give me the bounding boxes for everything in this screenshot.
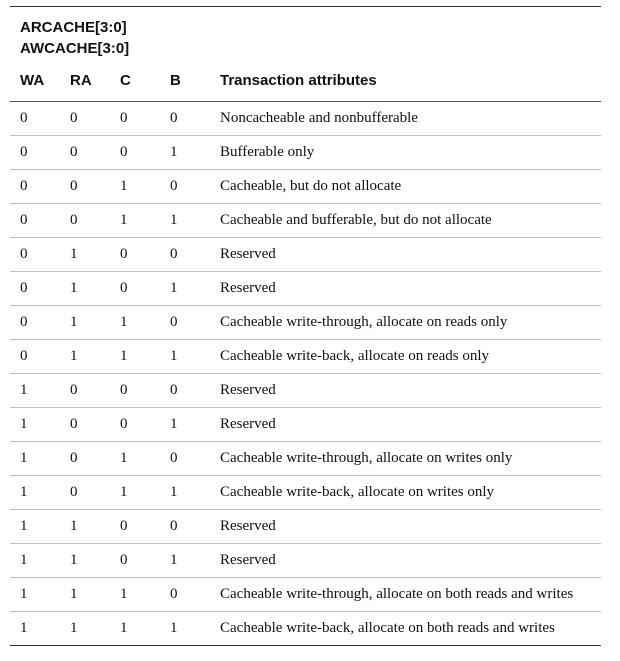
cell-transaction-attributes: Cacheable write-back, allocate on both reads and writes bbox=[210, 612, 601, 646]
cell-transaction-attributes: Cacheable write-through, allocate on writes only bbox=[210, 442, 601, 476]
table-header bbox=[10, 7, 601, 102]
cell-wa: 1 bbox=[10, 374, 60, 408]
cell-transaction-attributes: Bufferable only bbox=[210, 136, 601, 170]
cell-transaction-attributes: Reserved bbox=[210, 510, 601, 544]
table-row bbox=[10, 374, 601, 408]
cell-transaction-attributes: Cacheable and bufferable, but do not allocate bbox=[210, 204, 601, 238]
cell-ra: 0 bbox=[60, 170, 110, 204]
cell-c: 0 bbox=[110, 374, 160, 408]
cell-ra: 1 bbox=[60, 306, 110, 340]
cell-c: 0 bbox=[110, 408, 160, 442]
cell-b: 1 bbox=[160, 136, 210, 170]
table-row bbox=[10, 170, 601, 204]
cell-b: 1 bbox=[160, 476, 210, 510]
cell-transaction-attributes: Reserved bbox=[210, 374, 601, 408]
cell-b: 1 bbox=[160, 544, 210, 578]
cell-wa: 0 bbox=[10, 272, 60, 306]
cell-wa: 0 bbox=[10, 306, 60, 340]
cell-wa: 0 bbox=[10, 170, 60, 204]
cell-ra: 1 bbox=[60, 340, 110, 374]
cell-wa: 1 bbox=[10, 408, 60, 442]
col-header-transaction-attributes: Transaction attributes bbox=[210, 59, 601, 102]
table-row bbox=[10, 578, 601, 612]
signal-name-arcache: ARCACHE[3:0] bbox=[20, 19, 127, 36]
cell-transaction-attributes: Reserved bbox=[210, 408, 601, 442]
cell-c: 1 bbox=[110, 476, 160, 510]
cell-ra: 0 bbox=[60, 442, 110, 476]
table-row bbox=[10, 238, 601, 272]
table-row bbox=[10, 510, 601, 544]
cell-b: 1 bbox=[160, 612, 210, 646]
cache-attributes-table-wrap bbox=[10, 6, 601, 646]
cell-wa: 1 bbox=[10, 442, 60, 476]
cell-transaction-attributes: Cacheable write-through, allocate on reads only bbox=[210, 306, 601, 340]
cell-c: 0 bbox=[110, 544, 160, 578]
cell-c: 1 bbox=[110, 204, 160, 238]
cell-b: 0 bbox=[160, 306, 210, 340]
cell-c: 1 bbox=[110, 340, 160, 374]
table-row bbox=[10, 136, 601, 170]
table-row bbox=[10, 272, 601, 306]
cell-ra: 0 bbox=[60, 476, 110, 510]
cell-ra: 0 bbox=[60, 102, 110, 136]
cell-wa: 0 bbox=[10, 136, 60, 170]
cell-b: 0 bbox=[160, 510, 210, 544]
cell-b: 0 bbox=[160, 374, 210, 408]
col-header-wa: WA bbox=[10, 59, 60, 102]
cell-wa: 0 bbox=[10, 102, 60, 136]
cell-c: 1 bbox=[110, 612, 160, 646]
cell-c: 0 bbox=[110, 272, 160, 306]
cell-c: 0 bbox=[110, 102, 160, 136]
cell-b: 1 bbox=[160, 272, 210, 306]
cell-wa: 1 bbox=[10, 510, 60, 544]
cell-wa: 0 bbox=[10, 340, 60, 374]
col-header-c: C bbox=[110, 59, 160, 102]
cell-ra: 0 bbox=[60, 136, 110, 170]
cell-b: 0 bbox=[160, 578, 210, 612]
cell-wa: 0 bbox=[10, 204, 60, 238]
cell-ra: 1 bbox=[60, 612, 110, 646]
col-header-b: B bbox=[160, 59, 210, 102]
cell-transaction-attributes: Cacheable write-through, allocate on both reads and writes bbox=[210, 578, 601, 612]
signal-names-row bbox=[10, 7, 601, 60]
cell-ra: 1 bbox=[60, 272, 110, 306]
table-row bbox=[10, 612, 601, 646]
table-row bbox=[10, 204, 601, 238]
table-row bbox=[10, 340, 601, 374]
cell-ra: 0 bbox=[60, 374, 110, 408]
cell-ra: 1 bbox=[60, 238, 110, 272]
cell-transaction-attributes: Cacheable write-back, allocate on reads only bbox=[210, 340, 601, 374]
signal-names-cell bbox=[10, 7, 601, 60]
cell-c: 1 bbox=[110, 442, 160, 476]
cell-b: 1 bbox=[160, 408, 210, 442]
cell-wa: 1 bbox=[10, 612, 60, 646]
cell-ra: 0 bbox=[60, 408, 110, 442]
table-row bbox=[10, 442, 601, 476]
table-row bbox=[10, 476, 601, 510]
cell-wa: 0 bbox=[10, 238, 60, 272]
cell-wa: 1 bbox=[10, 578, 60, 612]
cell-c: 1 bbox=[110, 170, 160, 204]
cell-c: 1 bbox=[110, 306, 160, 340]
cell-ra: 0 bbox=[60, 204, 110, 238]
cell-b: 0 bbox=[160, 170, 210, 204]
cell-b: 1 bbox=[160, 204, 210, 238]
cache-attributes-table bbox=[10, 6, 601, 646]
table-row bbox=[10, 544, 601, 578]
cell-b: 1 bbox=[160, 340, 210, 374]
cell-b: 0 bbox=[160, 238, 210, 272]
cell-transaction-attributes: Reserved bbox=[210, 238, 601, 272]
cell-ra: 1 bbox=[60, 544, 110, 578]
cell-transaction-attributes: Reserved bbox=[210, 272, 601, 306]
cell-c: 1 bbox=[110, 578, 160, 612]
cell-c: 0 bbox=[110, 136, 160, 170]
cell-transaction-attributes: Cacheable write-back, allocate on writes only bbox=[210, 476, 601, 510]
col-header-ra: RA bbox=[60, 59, 110, 102]
cell-wa: 1 bbox=[10, 544, 60, 578]
table-row bbox=[10, 102, 601, 136]
signal-name-awcache: AWCACHE[3:0] bbox=[20, 40, 130, 57]
cell-ra: 1 bbox=[60, 578, 110, 612]
column-headers-row bbox=[10, 59, 601, 102]
cell-transaction-attributes: Noncacheable and nonbufferable bbox=[210, 102, 601, 136]
table-body bbox=[10, 102, 601, 646]
table-row bbox=[10, 408, 601, 442]
cell-transaction-attributes: Reserved bbox=[210, 544, 601, 578]
cell-c: 0 bbox=[110, 238, 160, 272]
cell-ra: 1 bbox=[60, 510, 110, 544]
table-row bbox=[10, 306, 601, 340]
cell-c: 0 bbox=[110, 510, 160, 544]
cell-wa: 1 bbox=[10, 476, 60, 510]
cell-transaction-attributes: Cacheable, but do not allocate bbox=[210, 170, 601, 204]
cell-b: 0 bbox=[160, 102, 210, 136]
cell-b: 0 bbox=[160, 442, 210, 476]
